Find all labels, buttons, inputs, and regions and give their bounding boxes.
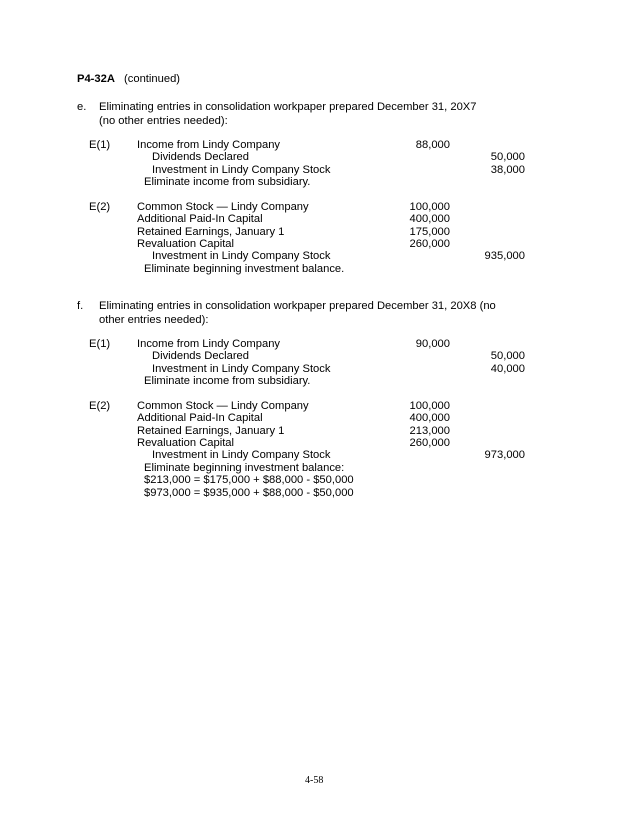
credit-amount: 38,000: [490, 164, 525, 176]
debit-amount: 260,000: [409, 437, 450, 449]
entry-explanation: Eliminate beginning investment balance:: [144, 462, 345, 474]
entry-account: Retained Earnings, January 1: [137, 226, 285, 238]
credit-amount: 50,000: [490, 350, 525, 362]
calculation-line: $213,000 = $175,000 + $88,000 - $50,000: [144, 474, 354, 486]
entry-account: Investment in Lindy Company Stock: [152, 449, 331, 461]
part-f-description-line2: other entries needed):: [99, 314, 209, 326]
debit-amount: 88,000: [415, 139, 450, 151]
entry-account: Retained Earnings, January 1: [137, 425, 285, 437]
entry-label: E(2): [89, 201, 111, 213]
debit-amount: 100,000: [409, 201, 450, 213]
continued-label: (continued): [124, 73, 181, 85]
entry-account: Revaluation Capital: [137, 238, 235, 250]
entry-label: E(1): [89, 338, 111, 350]
problem-heading: [77, 73, 180, 85]
part-f-letter: f.: [77, 300, 84, 312]
entry-explanation: Eliminate income from subsidiary.: [144, 375, 311, 387]
problem-id: P4-32A: [77, 73, 115, 85]
credit-amount: 50,000: [490, 151, 525, 163]
entry-explanation: Eliminate income from subsidiary.: [144, 176, 311, 188]
page-number: 4-58: [305, 775, 324, 786]
entry-account: Common Stock — Lindy Company: [137, 201, 309, 213]
entry-account: Additional Paid-In Capital: [137, 213, 263, 225]
debit-amount: 260,000: [409, 238, 450, 250]
entry-account: Additional Paid-In Capital: [137, 412, 263, 424]
part-e-description-line2: (no other entries needed):: [99, 115, 228, 127]
entry-account: Investment in Lindy Company Stock: [152, 250, 331, 262]
part-e-letter: e.: [77, 101, 87, 113]
entry-account: Dividends Declared: [152, 151, 250, 163]
entry-account: Dividends Declared: [152, 350, 250, 362]
entry-explanation: Eliminate beginning investment balance.: [144, 263, 345, 275]
entry-account: Revaluation Capital: [137, 437, 235, 449]
credit-amount: 973,000: [484, 449, 525, 461]
part-e-description-line1: Eliminating entries in consolidation workpaper prepared December 31, 20X7: [99, 101, 477, 113]
debit-amount: 100,000: [409, 400, 450, 412]
debit-amount: 175,000: [409, 226, 450, 238]
entry-account: Income from Lindy Company: [137, 139, 281, 151]
entry-label: E(1): [89, 139, 111, 151]
debit-amount: 400,000: [409, 213, 450, 225]
debit-amount: 90,000: [415, 338, 450, 350]
entry-account: Investment in Lindy Company Stock: [152, 164, 331, 176]
debit-amount: 213,000: [409, 425, 450, 437]
credit-amount: 935,000: [484, 250, 525, 262]
entry-account: Income from Lindy Company: [137, 338, 281, 350]
entry-account: Common Stock — Lindy Company: [137, 400, 309, 412]
credit-amount: 40,000: [490, 363, 525, 375]
debit-amount: 400,000: [409, 412, 450, 424]
part-f-description-line1: Eliminating entries in consolidation workpaper prepared December 31, 20X8 (no: [99, 300, 496, 312]
entry-label: E(2): [89, 400, 111, 412]
entry-account: Investment in Lindy Company Stock: [152, 363, 331, 375]
calculation-line: $973,000 = $935,000 + $88,000 - $50,000: [144, 487, 354, 499]
